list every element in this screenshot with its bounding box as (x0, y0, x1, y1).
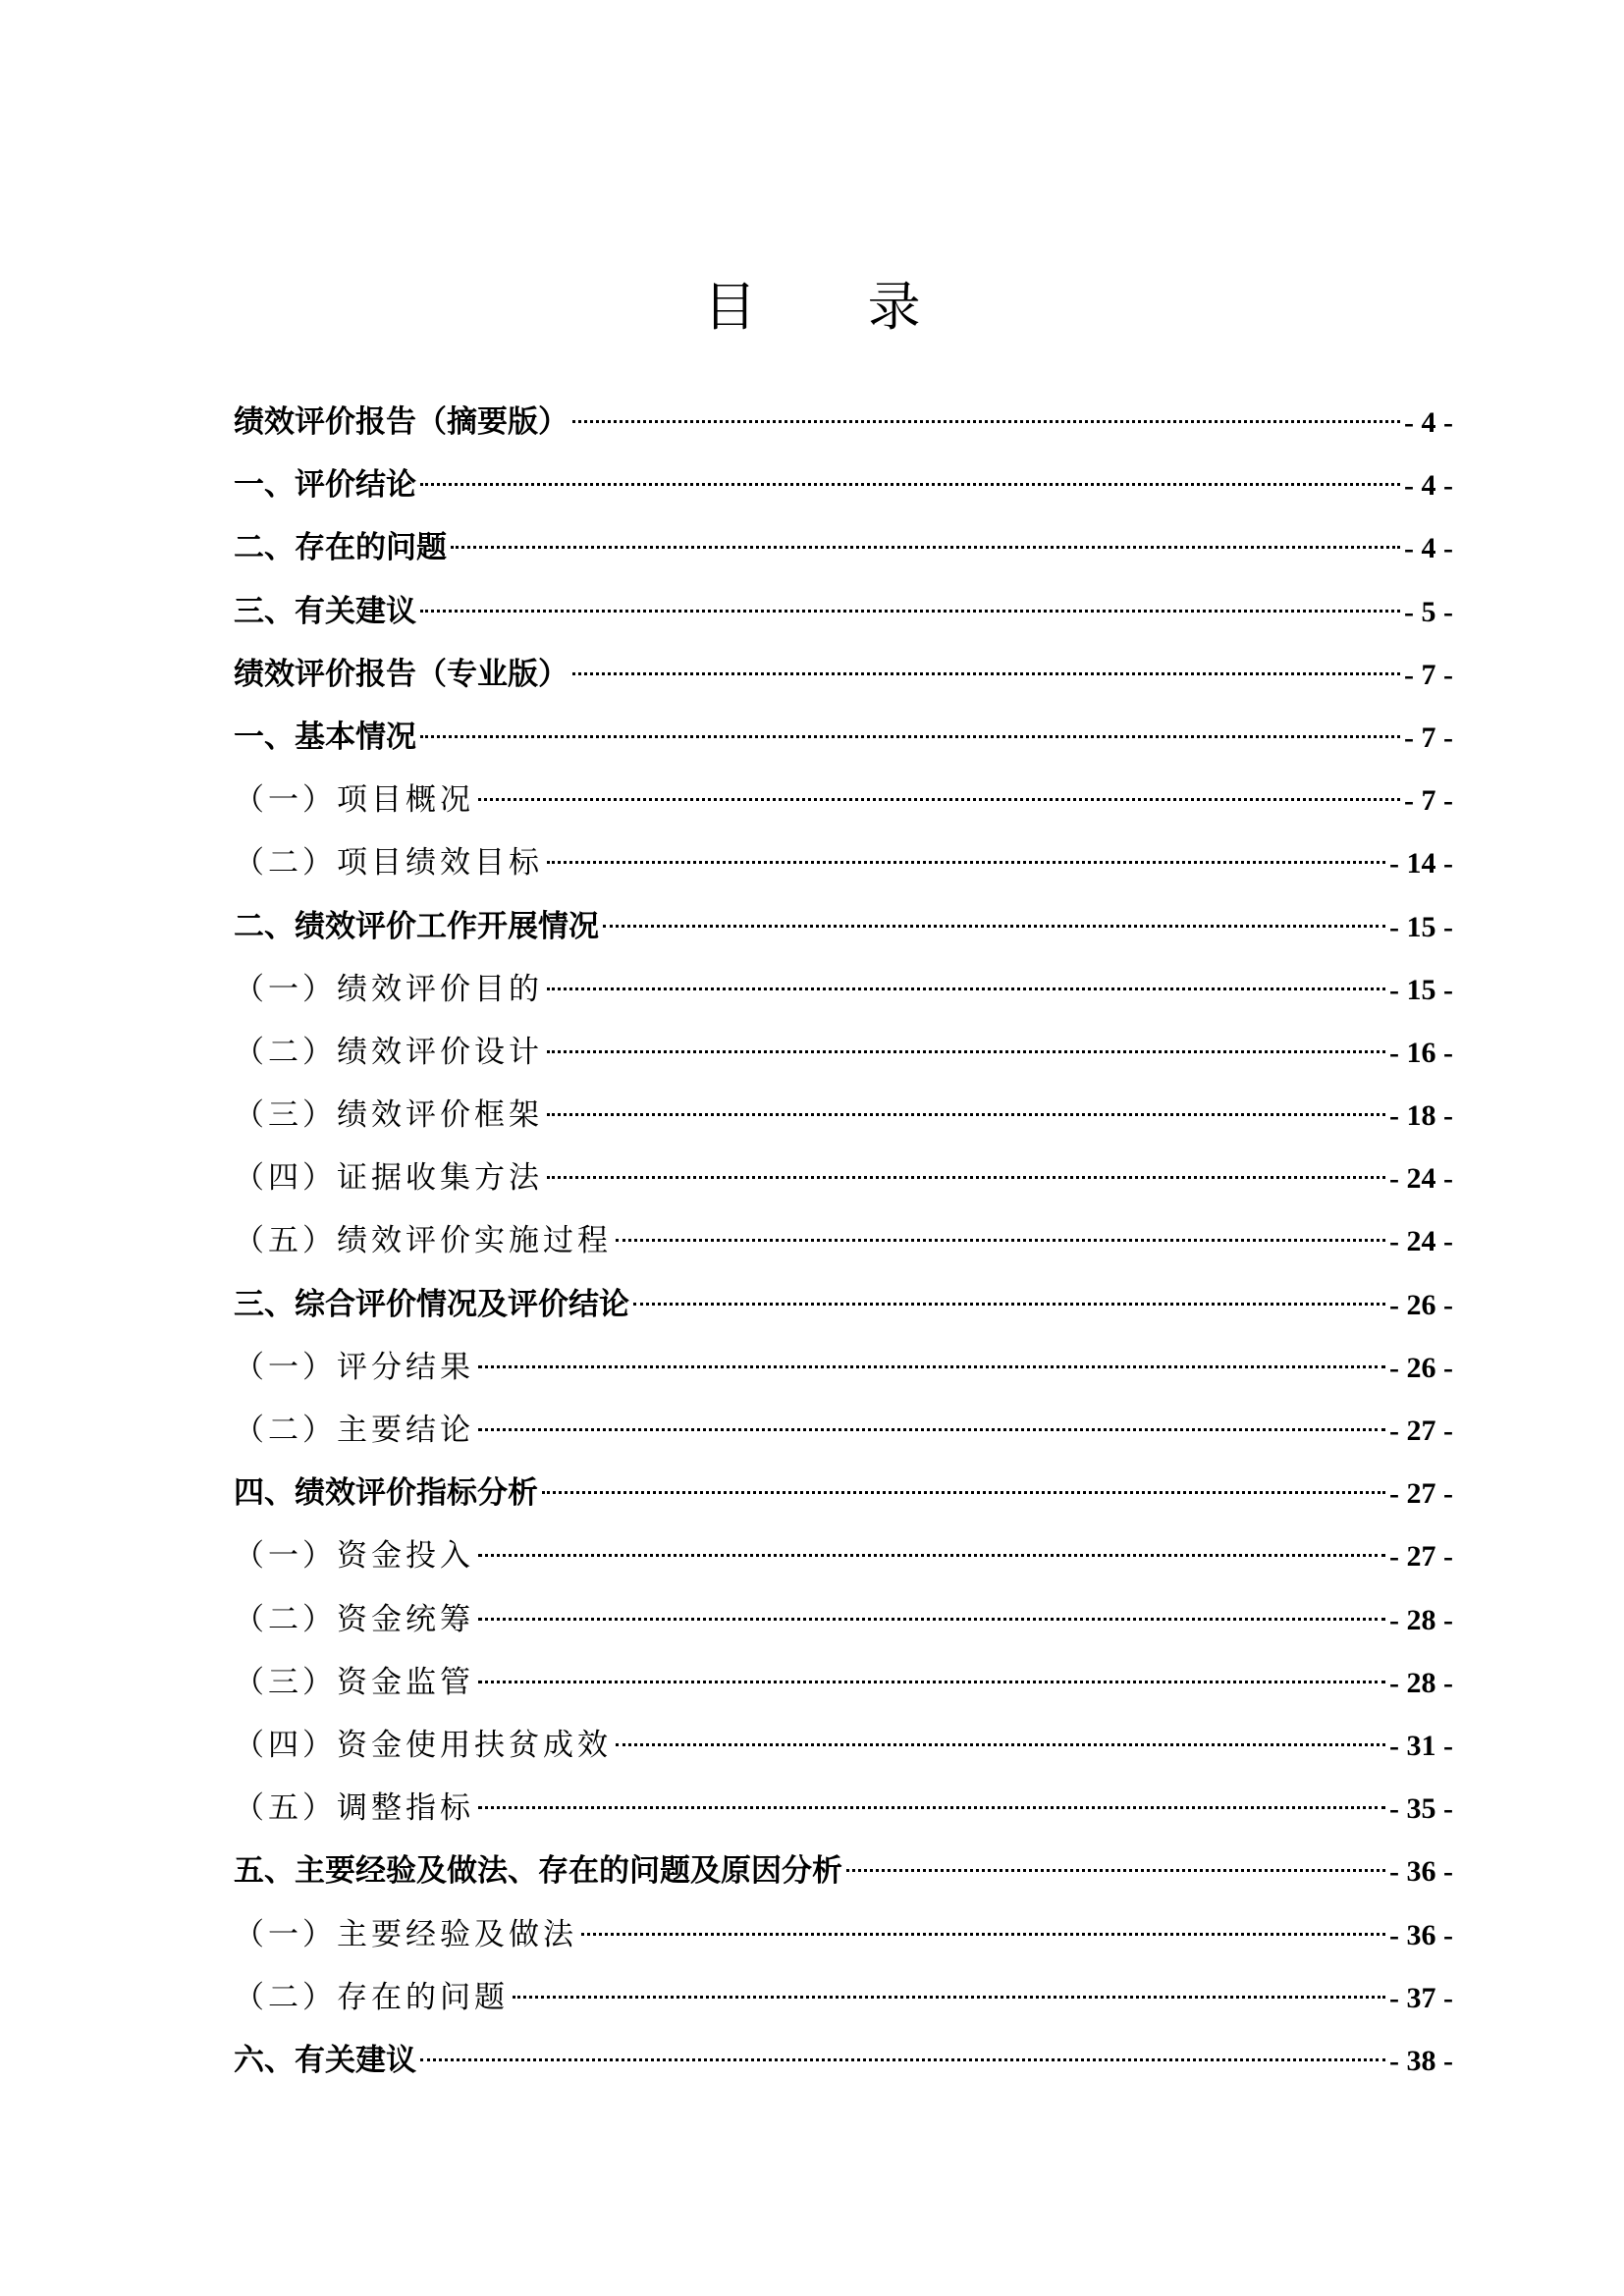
dot-leader (478, 1365, 1385, 1368)
toc-entry-text: （五）绩效评价实施过程 (234, 1223, 612, 1259)
toc-entry[interactable] (234, 1714, 1453, 1777)
dot-leader (633, 1303, 1385, 1306)
dot-leader (478, 1554, 1385, 1557)
toc-entry[interactable] (234, 831, 1453, 894)
toc-entry-text: （二）存在的问题 (234, 1979, 509, 2015)
toc-entry[interactable] (234, 1399, 1453, 1462)
dot-leader (547, 861, 1385, 864)
toc-entry-text: 三、综合评价情况及评价结论 (234, 1286, 629, 1322)
toc-entry-text: （一）资金投入 (234, 1538, 474, 1575)
toc-page-number: - 35 - (1389, 1792, 1453, 1826)
toc-entry[interactable] (234, 454, 1453, 516)
toc-entry[interactable] (234, 1209, 1453, 1272)
toc-entry-text: （三）绩效评价框架 (234, 1097, 543, 1134)
toc-page-number: - 27 - (1389, 1477, 1453, 1511)
dot-leader (451, 546, 1400, 549)
toc-entry-text: （一）项目概况 (234, 782, 474, 819)
dot-leader (420, 610, 1400, 613)
toc-page-number: - 24 - (1389, 1162, 1453, 1196)
toc-entry-text: 一、基本情况 (234, 719, 416, 755)
toc-page-number: - 5 - (1404, 595, 1453, 628)
table-of-contents (234, 391, 1453, 2092)
toc-entry[interactable] (234, 580, 1453, 643)
toc-entry-text: 四、绩效评价指标分析 (234, 1475, 538, 1512)
toc-page-number: - 27 - (1389, 1540, 1453, 1574)
dot-leader (420, 735, 1400, 738)
toc-page-number: - 16 - (1389, 1036, 1453, 1069)
toc-entry-text: （二）项目绩效目标 (234, 845, 543, 881)
toc-entry[interactable] (234, 1273, 1453, 1336)
toc-entry-text: （一）评分结果 (234, 1349, 474, 1385)
toc-page-number: - 7 - (1404, 784, 1453, 818)
toc-entry-text: （三）资金监管 (234, 1664, 474, 1700)
toc-entry[interactable] (234, 895, 1453, 958)
toc-page-number: - 26 - (1389, 1288, 1453, 1321)
toc-entry-text: 五、主要经验及做法、存在的问题及原因分析 (234, 1853, 842, 1890)
toc-page-number: - 7 - (1404, 721, 1453, 754)
dot-leader (478, 1618, 1385, 1621)
toc-page-number: - 38 - (1389, 2044, 1453, 2077)
toc-entry-text: 三、有关建议 (234, 593, 416, 629)
toc-entry[interactable] (234, 1651, 1453, 1714)
toc-entry[interactable] (234, 1903, 1453, 1966)
dot-leader (547, 988, 1385, 990)
toc-entry[interactable] (234, 1147, 1453, 1209)
dot-leader (572, 420, 1400, 423)
dot-leader (478, 798, 1400, 801)
toc-entry-text: （五）调整指标 (234, 1790, 474, 1827)
toc-page-number: - 36 - (1389, 1918, 1453, 1951)
dot-leader (478, 1806, 1385, 1809)
dot-leader (603, 925, 1385, 928)
dot-leader (846, 1869, 1385, 1872)
toc-entry-text: （二）主要结论 (234, 1413, 474, 1448)
dot-leader (478, 1681, 1385, 1683)
toc-entry[interactable] (234, 1777, 1453, 1840)
toc-page-number: - 14 - (1389, 847, 1453, 881)
dot-leader (513, 1996, 1385, 1999)
toc-entry[interactable] (234, 769, 1453, 831)
toc-entry[interactable] (234, 2029, 1453, 2092)
dot-leader (420, 483, 1400, 486)
toc-page-number: - 31 - (1389, 1729, 1453, 1762)
toc-page-number: - 15 - (1389, 910, 1453, 943)
toc-entry-text: 一、评价结论 (234, 467, 416, 504)
dot-leader (547, 1050, 1385, 1053)
dot-leader (581, 1933, 1385, 1936)
toc-entry-text: （二）绩效评价设计 (234, 1034, 543, 1070)
toc-entry-text: （四）证据收集方法 (234, 1160, 543, 1197)
toc-page-number: - 4 - (1404, 469, 1453, 503)
page-title: 目 录 (703, 276, 968, 338)
toc-entry[interactable] (234, 1084, 1453, 1147)
toc-page-number: - 26 - (1389, 1351, 1453, 1384)
dot-leader (478, 1428, 1385, 1431)
toc-entry-text: 二、绩效评价工作开展情况 (234, 908, 599, 944)
dot-leader (572, 672, 1400, 675)
toc-page-number: - 36 - (1389, 1855, 1453, 1889)
toc-entry-text: 二、存在的问题 (234, 530, 447, 566)
toc-entry[interactable] (234, 1966, 1453, 2029)
toc-page-number: - 4 - (1404, 406, 1453, 439)
dot-leader (542, 1491, 1385, 1494)
toc-entry-text: （二）资金统筹 (234, 1601, 474, 1637)
toc-entry[interactable] (234, 1336, 1453, 1399)
dot-leader (616, 1239, 1385, 1242)
toc-entry[interactable] (234, 1524, 1453, 1587)
toc-entry[interactable] (234, 1588, 1453, 1651)
toc-page-number: - 15 - (1389, 973, 1453, 1006)
dot-leader (547, 1176, 1385, 1179)
toc-entry[interactable] (234, 1021, 1453, 1084)
toc-entry-text: 绩效评价报告（专业版） (234, 656, 568, 692)
toc-entry-text: 六、有关建议 (234, 2042, 416, 2078)
toc-entry-text: （四）资金使用扶贫成效 (234, 1727, 612, 1763)
dot-leader (547, 1113, 1385, 1116)
toc-entry[interactable] (234, 391, 1453, 454)
toc-page-number: - 4 - (1404, 532, 1453, 565)
toc-entry[interactable] (234, 958, 1453, 1021)
toc-page-number: - 28 - (1389, 1666, 1453, 1699)
toc-page-number: - 28 - (1389, 1603, 1453, 1636)
toc-page-number: - 27 - (1389, 1415, 1453, 1447)
dot-leader (616, 1743, 1385, 1746)
toc-entry[interactable] (234, 516, 1453, 579)
toc-page-number: - 18 - (1389, 1099, 1453, 1133)
toc-entry[interactable] (234, 1462, 1453, 1524)
toc-page-number: - 37 - (1389, 1981, 1453, 2014)
toc-entry[interactable] (234, 706, 1453, 769)
toc-entry-text: （一）绩效评价目的 (234, 971, 543, 1007)
toc-page-number: - 7 - (1404, 658, 1453, 691)
toc-page-number: - 24 - (1389, 1225, 1453, 1258)
toc-entry-text: （一）主要经验及做法 (234, 1916, 577, 1952)
dot-leader (420, 2058, 1385, 2061)
toc-entry-text: 绩效评价报告（摘要版） (234, 404, 568, 440)
toc-entry[interactable] (234, 1840, 1453, 1902)
toc-entry[interactable] (234, 643, 1453, 706)
